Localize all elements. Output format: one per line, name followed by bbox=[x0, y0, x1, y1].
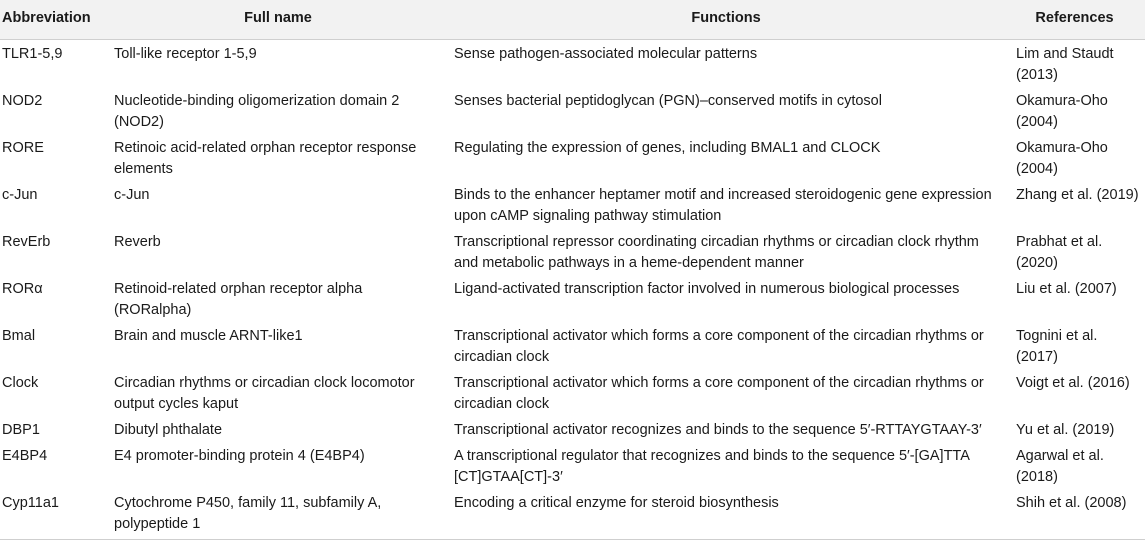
cell-full-name: Reverb bbox=[114, 234, 161, 250]
cell-reference: Tognini et al. (2017) bbox=[1016, 328, 1098, 365]
cell-full-name: Circadian rhythms or circadian clock locomotor output cycles kaput bbox=[114, 375, 415, 412]
cell-functions: Sense pathogen-associated molecular patterns bbox=[454, 46, 758, 62]
cell-full-name: c-Jun bbox=[114, 187, 150, 203]
cell-functions: A transcriptional regulator that recognizes and binds to the sequence 5′-[GA]TTA [CT]GTAA[CT]-3′ bbox=[454, 448, 970, 485]
cell-full-name: Cytochrome P450, family 11, subfamily A, polypeptide 1 bbox=[108, 489, 448, 540]
cell-abbreviation: Bmal bbox=[2, 328, 36, 344]
table-row bbox=[0, 228, 1145, 275]
table-row bbox=[0, 489, 1145, 540]
table-body bbox=[0, 40, 1145, 540]
cell-functions: Encoding a critical enzyme for steroid biosynthesis bbox=[448, 489, 1004, 540]
cell-functions: Transcriptional repressor coordinating circadian rhythms or circadian clock rhythm and metabolic pathways in a heme-dependent manner bbox=[454, 234, 979, 271]
cell-abbreviation: RORE bbox=[2, 140, 44, 156]
cell-reference: Shih et al. (2008) bbox=[1004, 489, 1145, 540]
cell-reference: Lim and Staudt (2013) bbox=[1016, 46, 1114, 83]
cell-full-name: Nucleotide-binding oligomerization domain 2 (NOD2) bbox=[114, 93, 400, 130]
cell-functions: Ligand-activated transcription factor involved in numerous biological processes bbox=[454, 281, 960, 297]
header-row bbox=[0, 0, 1145, 40]
table-row bbox=[0, 322, 1145, 369]
cell-full-name: Retinoid-related orphan receptor alpha (RORalpha) bbox=[114, 281, 363, 318]
cell-functions: Transcriptional activator recognizes and binds to the sequence 5′-RTTAYGTAAY-3′ bbox=[454, 422, 982, 438]
cell-full-name: Dibutyl phthalate bbox=[114, 422, 223, 438]
table-row bbox=[0, 87, 1145, 134]
table-row bbox=[0, 275, 1145, 322]
table-row bbox=[0, 416, 1145, 442]
table-row bbox=[0, 134, 1145, 181]
cell-reference: Liu et al. (2007) bbox=[1016, 281, 1117, 297]
cell-abbreviation: Cyp11a1 bbox=[0, 489, 108, 540]
cell-reference: Prabhat et al. (2020) bbox=[1016, 234, 1103, 271]
cell-reference: Agarwal et al. (2018) bbox=[1016, 448, 1104, 485]
cell-reference: Okamura-Oho (2004) bbox=[1016, 140, 1108, 177]
cell-abbreviation: RevErb bbox=[2, 234, 51, 250]
cell-abbreviation: RORα bbox=[2, 281, 43, 297]
cell-reference: Okamura-Oho (2004) bbox=[1016, 93, 1108, 130]
cell-functions: Senses bacterial peptidoglycan (PGN)–conserved motifs in cytosol bbox=[454, 93, 882, 109]
header-full-name: Full name bbox=[108, 0, 448, 40]
cell-functions: Transcriptional activator which forms a core component of the circadian rhythms or circadian clock bbox=[454, 375, 984, 412]
cell-reference: Yu et al. (2019) bbox=[1016, 422, 1115, 438]
cell-abbreviation: c-Jun bbox=[2, 187, 38, 203]
cell-abbreviation: Clock bbox=[2, 375, 39, 391]
cell-reference: Zhang et al. (2019) bbox=[1016, 187, 1139, 203]
table-row bbox=[0, 369, 1145, 416]
table-header bbox=[0, 0, 1145, 40]
table-row bbox=[0, 181, 1145, 228]
table-row bbox=[0, 40, 1145, 88]
cell-full-name: Brain and muscle ARNT-like1 bbox=[114, 328, 303, 344]
cell-abbreviation: DBP1 bbox=[2, 422, 40, 438]
table-row bbox=[0, 442, 1145, 489]
header-references: References bbox=[1004, 0, 1145, 40]
cell-abbreviation: TLR1-5,9 bbox=[2, 46, 63, 62]
header-abbreviation: Abbreviation bbox=[0, 0, 108, 40]
cell-functions: Transcriptional activator which forms a core component of the circadian rhythms or circadian clock bbox=[454, 328, 984, 365]
cell-functions: Regulating the expression of genes, including BMAL1 and CLOCK bbox=[454, 140, 881, 156]
cell-full-name: E4 promoter-binding protein 4 (E4BP4) bbox=[114, 448, 365, 464]
cell-reference: Voigt et al. (2016) bbox=[1016, 375, 1130, 391]
cell-abbreviation: NOD2 bbox=[2, 93, 43, 109]
cell-full-name: Retinoic acid-related orphan receptor response elements bbox=[114, 140, 417, 177]
cell-full-name: Toll-like receptor 1-5,9 bbox=[114, 46, 257, 62]
cell-functions: Binds to the enhancer heptamer motif and increased steroidogenic gene expression upon cAMP signaling pathway stimulation bbox=[454, 187, 992, 224]
cell-abbreviation: E4BP4 bbox=[2, 448, 48, 464]
header-functions: Functions bbox=[448, 0, 1004, 40]
